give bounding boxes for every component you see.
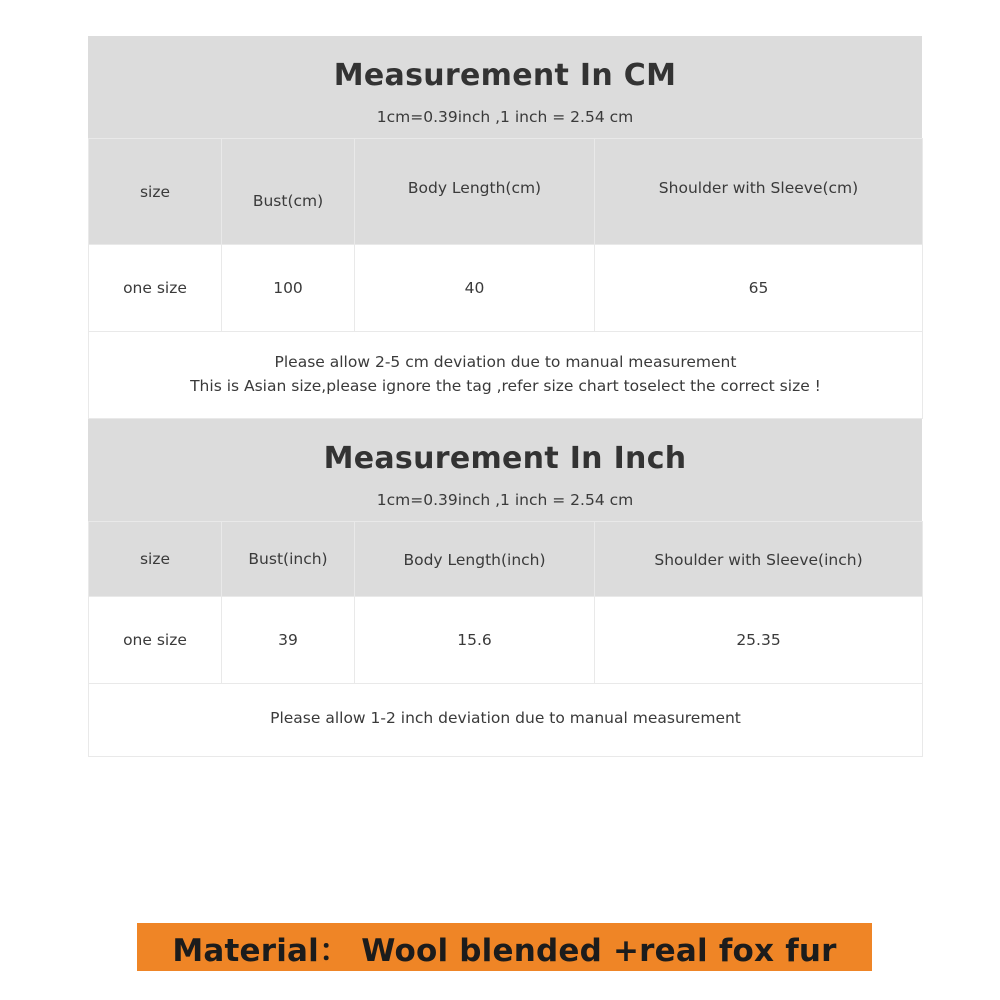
cm-col-bust: Bust(cm) [222,139,355,245]
inch-col-size: size [89,522,222,597]
inch-section-title: Measurement In Inch [323,441,687,477]
cm-col-size: size [89,139,222,245]
cm-table-header-row [89,139,923,245]
size-chart-container [88,36,922,757]
cm-section-header [88,36,922,138]
cm-value-bust: 100 [222,245,355,332]
inch-section-header [88,419,922,521]
inch-value-size: one size [89,597,222,684]
inch-measurement-table [88,521,923,757]
table-row [89,245,923,332]
cm-notes-cell [89,332,923,419]
inch-table-header-row [89,522,923,597]
table-row [89,597,923,684]
inch-notes-cell [89,684,923,757]
inch-value-bust: 39 [222,597,355,684]
cm-note-line-1: Please allow 2-5 cm deviation due to manual measurement [274,353,737,371]
cm-measurement-table [88,138,923,419]
material-banner-text: Material： Wool blended +real fox fur [172,932,837,969]
cm-col-shoulder-sleeve: Shoulder with Sleeve(cm) [595,139,923,245]
inch-note-row [89,684,923,757]
inch-col-bust: Bust(inch) [222,522,355,597]
inch-conversion-note: 1cm=0.39inch ,1 inch = 2.54 cm [376,491,634,510]
cm-value-shoulder-sleeve: 65 [595,245,923,332]
cm-note-line-2: This is Asian size,please ignore the tag ,refer size chart toselect the correct size ! [190,377,821,396]
inch-value-shoulder-sleeve: 25.35 [595,597,923,684]
cm-conversion-note: 1cm=0.39inch ,1 inch = 2.54 cm [376,108,634,126]
cm-col-body-length: Body Length(cm) [355,139,595,245]
cm-value-size: one size [89,245,222,332]
inch-col-shoulder-sleeve: Shoulder with Sleeve(inch) [595,522,923,597]
material-banner [137,923,872,971]
inch-value-body-length: 15.6 [355,597,595,684]
inch-note-line-1: Please allow 1-2 inch deviation due to manual measurement [270,709,741,728]
inch-col-body-length: Body Length(inch) [355,522,595,597]
cm-value-body-length: 40 [355,245,595,332]
cm-note-row [89,332,923,419]
cm-section-title: Measurement In CM [333,58,677,93]
